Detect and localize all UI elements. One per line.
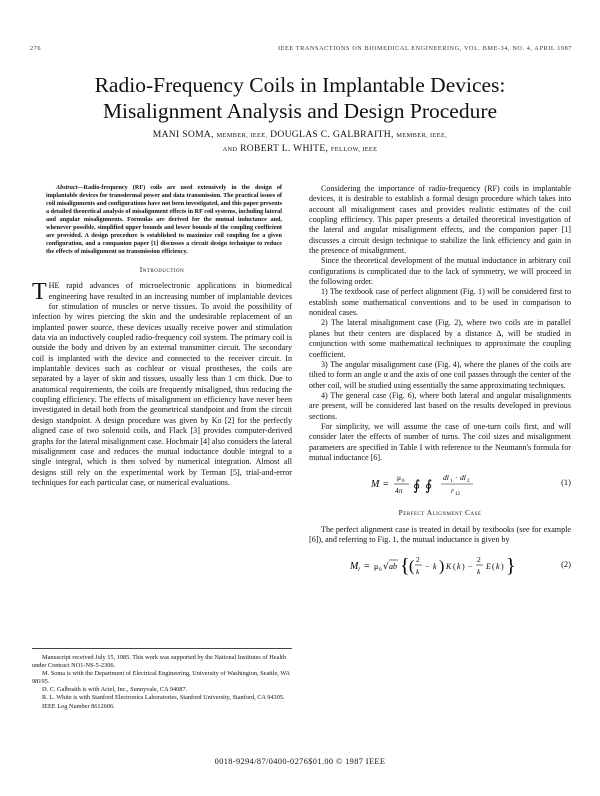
author-3: ROBERT L. WHITE,: [240, 143, 329, 154]
footnote-log-number: IEEE Log Number 8612606.: [42, 702, 115, 710]
svg-text:M: M: [371, 479, 380, 491]
footnotes: [32, 648, 292, 711]
intro-text: HE rapid advances of microelectronic applications in biomedical engineering have resulted in an increasing number of implantable devices for stimulation of muscles or nerve tissues. To avoid the possibility of infection by wires piercing the skin and the undesirable replacement of an implanted power source, these devices usually receive power and stimulation data via an inductively coupled radio-frequency coil system. The primary coil is outside the body and driven by an external transmitter circuit. The secondary coil is implanted with the device and connected to the receiver circuit. In implantable devices such as cochlear or visual prostheses, the coils are separated by a layer of skin and tissues, usually less than 1 cm thick. Due to anatomical requirements, the coils are frequently misaligned, thus reducing the coupling efficiency. The effects of misalignment on efficiency have never been investigated in detail both from the geometrical standpoint and from the circuit design standpoint. A design procedure was given by Ko [2] for the perfectly aligned case of two solenoid coils, and Flack [3] provides computer-derived graphs for the lateral misalignment case. Hochmair [4] also considers the lateral misalignment case and reduces the mutual inductance double integral to a single integral, which is then solved by numerical integration. Almost all designs still rely on the experimental work by Terman [5], trial-and-error techniques for each particular case, or numerical evaluations.: [32, 281, 292, 487]
mutual-inductance-formula: [340, 551, 540, 581]
svg-text:4π: 4π: [395, 486, 403, 496]
footnote-soma: M. Soma is with the Department of Electrical Engineering, University of Washington, Seattle, WA 98195.: [32, 670, 290, 686]
svg-text:I: I: [358, 567, 360, 574]
svg-text:(: (: [453, 562, 456, 572]
svg-text:E: E: [486, 562, 491, 572]
left-column: [32, 184, 292, 488]
author-3-degree: FELLOW, IEEE: [330, 146, 378, 153]
paper-title: [20, 72, 580, 124]
svg-text:2: 2: [416, 555, 420, 565]
equation-2: [309, 551, 571, 581]
right-column: [309, 184, 571, 587]
svg-text:(: (: [492, 562, 495, 572]
svg-text:(: (: [409, 558, 415, 576]
svg-text:}: }: [506, 555, 516, 578]
svg-text:12: 12: [455, 492, 460, 498]
svg-text:μ: μ: [374, 562, 379, 572]
svg-text:0: 0: [379, 568, 382, 574]
svg-text:k: k: [496, 562, 500, 572]
author-1-degree: MEMBER, IEEE,: [216, 132, 268, 139]
abstract: [46, 184, 282, 256]
equation-1: [309, 469, 571, 499]
svg-text:{: {: [400, 555, 410, 578]
paragraph-perfect-alignment: The perfect alignment case is treated in detail by textbooks (see for example [6]), and referring to Fig. 1, the mutual inductance is given by: [309, 524, 571, 544]
svg-text:·: ·: [455, 473, 458, 483]
svg-text:∮: ∮: [413, 478, 421, 495]
svg-text:0: 0: [402, 479, 405, 485]
section-heading-perfect-alignment: Perfect Alignment Case: [398, 508, 482, 518]
author-1: MANI SOMA,: [152, 129, 214, 140]
svg-text:1: 1: [450, 479, 453, 485]
svg-text:dl: dl: [460, 473, 466, 483]
svg-text:r: r: [451, 486, 454, 496]
svg-text:dl: dl: [443, 473, 449, 483]
author-list: [30, 128, 570, 156]
title-line-2: Misalignment Analysis and Design Procedure: [102, 99, 498, 123]
svg-text:k: k: [416, 567, 420, 577]
svg-text:k: k: [433, 562, 437, 572]
svg-text:2: 2: [477, 555, 481, 565]
svg-text:=: =: [364, 561, 370, 573]
footnote-galbraith: D. C. Galbraith is with Actel, Inc., Sunnyvale, CA 94087.: [42, 686, 188, 694]
paragraph-importance: Considering the importance of radio-frequency (RF) coils in implantable devices, it is desirable to establish a formal design procedure which takes into account all misalignment cases and provides realistic estimates of the coil coupling efficiency. This paper presents a detailed theoretical investigation of the lateral and angular misalignment effects, and the companion paper [1] discusses a circuit design technique to stabilize the link efficiency and gain in the presence of misalignment.: [309, 184, 571, 256]
svg-text:k: k: [477, 567, 481, 577]
list-item-general: 4) The general case (Fig. 6), where both lateral and angular misalignments are present, will be considered last based on the results developed in previous sections.: [309, 390, 571, 421]
svg-text:μ: μ: [397, 473, 402, 483]
svg-text:=: =: [383, 479, 389, 491]
journal-title: IEEE TRANSACTIONS ON BIOMEDICAL ENGINEERING, VOL. BME-34, NO. 4, APRIL 1987: [277, 45, 572, 52]
author-2: DOUGLAS C. GALBRAITH,: [270, 129, 394, 140]
author-and: AND: [222, 146, 238, 153]
footnote-white: R. L. White is with Stanford Electronics Laboratories, Stanford University, Stanford, CA 94305.: [42, 694, 285, 702]
svg-text:): ): [439, 558, 445, 576]
svg-text:M: M: [350, 561, 359, 573]
svg-text:∮: ∮: [425, 478, 433, 495]
svg-text:K: K: [446, 562, 452, 572]
list-item-perfect-alignment: 1) The textbook case of perfect alignment (Fig. 1) will be considered first to establish some mathematical conventions and to be used in comparison to nonideal cases.: [309, 287, 571, 318]
svg-text:): ): [462, 562, 465, 572]
svg-text:−: −: [468, 562, 473, 572]
paragraph-order: Since the theoretical development of the mutual inductance in arbitrary coil configurations is complicated due to the lack of symmetry, we will proceed in the following order.: [309, 256, 571, 287]
svg-text:−: −: [425, 562, 430, 572]
equation-1-number: (1): [561, 477, 571, 488]
abstract-label: Abstract: [56, 184, 78, 191]
svg-text:k: k: [457, 562, 461, 572]
equation-2-number: (2): [561, 559, 571, 570]
abstract-text: —Radio-frequency (RF) coils are used extensively in the design of implantable devices for transdermal power and data transmission. The practical issues of coil misalignments and configurations have not been investigated, and this paper presents a detailed theoretical analysis of misalignment effects in RF coil systems, including lateral and angular misalignments. Formulas are derived for the mutual inductance and, whenever possible, simplified upper bounds and lower bounds of the coupling coefficient are provided. A design procedure is established to maximize coil coupling for a given configuration, and a companion paper [1] discusses a circuit design technique to reduce the effects of misalignment on transmission efficiency.: [46, 184, 282, 255]
list-item-lateral: 2) The lateral misalignment case (Fig. 2), where two coils are in parallel planes but their centers are displaced by a distance Δ, will be studied in conjunction with some mathematical techniques to approximate the coupling coefficient.: [309, 318, 571, 359]
running-header: [30, 45, 572, 55]
svg-text:): ): [501, 562, 504, 572]
page-number: 276: [30, 45, 42, 52]
drop-cap: T: [32, 279, 47, 306]
paragraph-simplicity: For simplicity, we will assume the case of one-turn coils first, and will consider later the effects of number of turns. The coil sizes and misalignment parameters are specified in Table I with reference to the Neumann's formula for mutual inductance [6].: [309, 421, 571, 462]
svg-text:ab: ab: [389, 562, 397, 572]
section-heading-introduction: Introduction: [139, 265, 185, 274]
svg-text:2: 2: [467, 479, 470, 485]
intro-paragraph: [32, 281, 292, 488]
svg-text:√: √: [383, 562, 389, 573]
neumann-formula: [365, 469, 515, 499]
footnote-manuscript: Manuscript received July 15, 1985. This work was supported by the National Institutes of Health under Contract NO1-NS-5-2306.: [32, 654, 287, 670]
author-2-degree: MEMBER, IEEE,: [396, 132, 448, 139]
list-item-angular: 3) The angular misalignment case (Fig. 4), where the planes of the coils are tilted to form an angle α and the axis of one coil passes through the center of the other coil, will be studied using essentially the same approximating techniques.: [309, 359, 571, 390]
title-line-1: Radio-Frequency Coils in Implantable Devices:: [94, 73, 506, 97]
copyright-line: 0018-9294/87/0400-0276$01.00 © 1987 IEEE: [214, 757, 386, 766]
